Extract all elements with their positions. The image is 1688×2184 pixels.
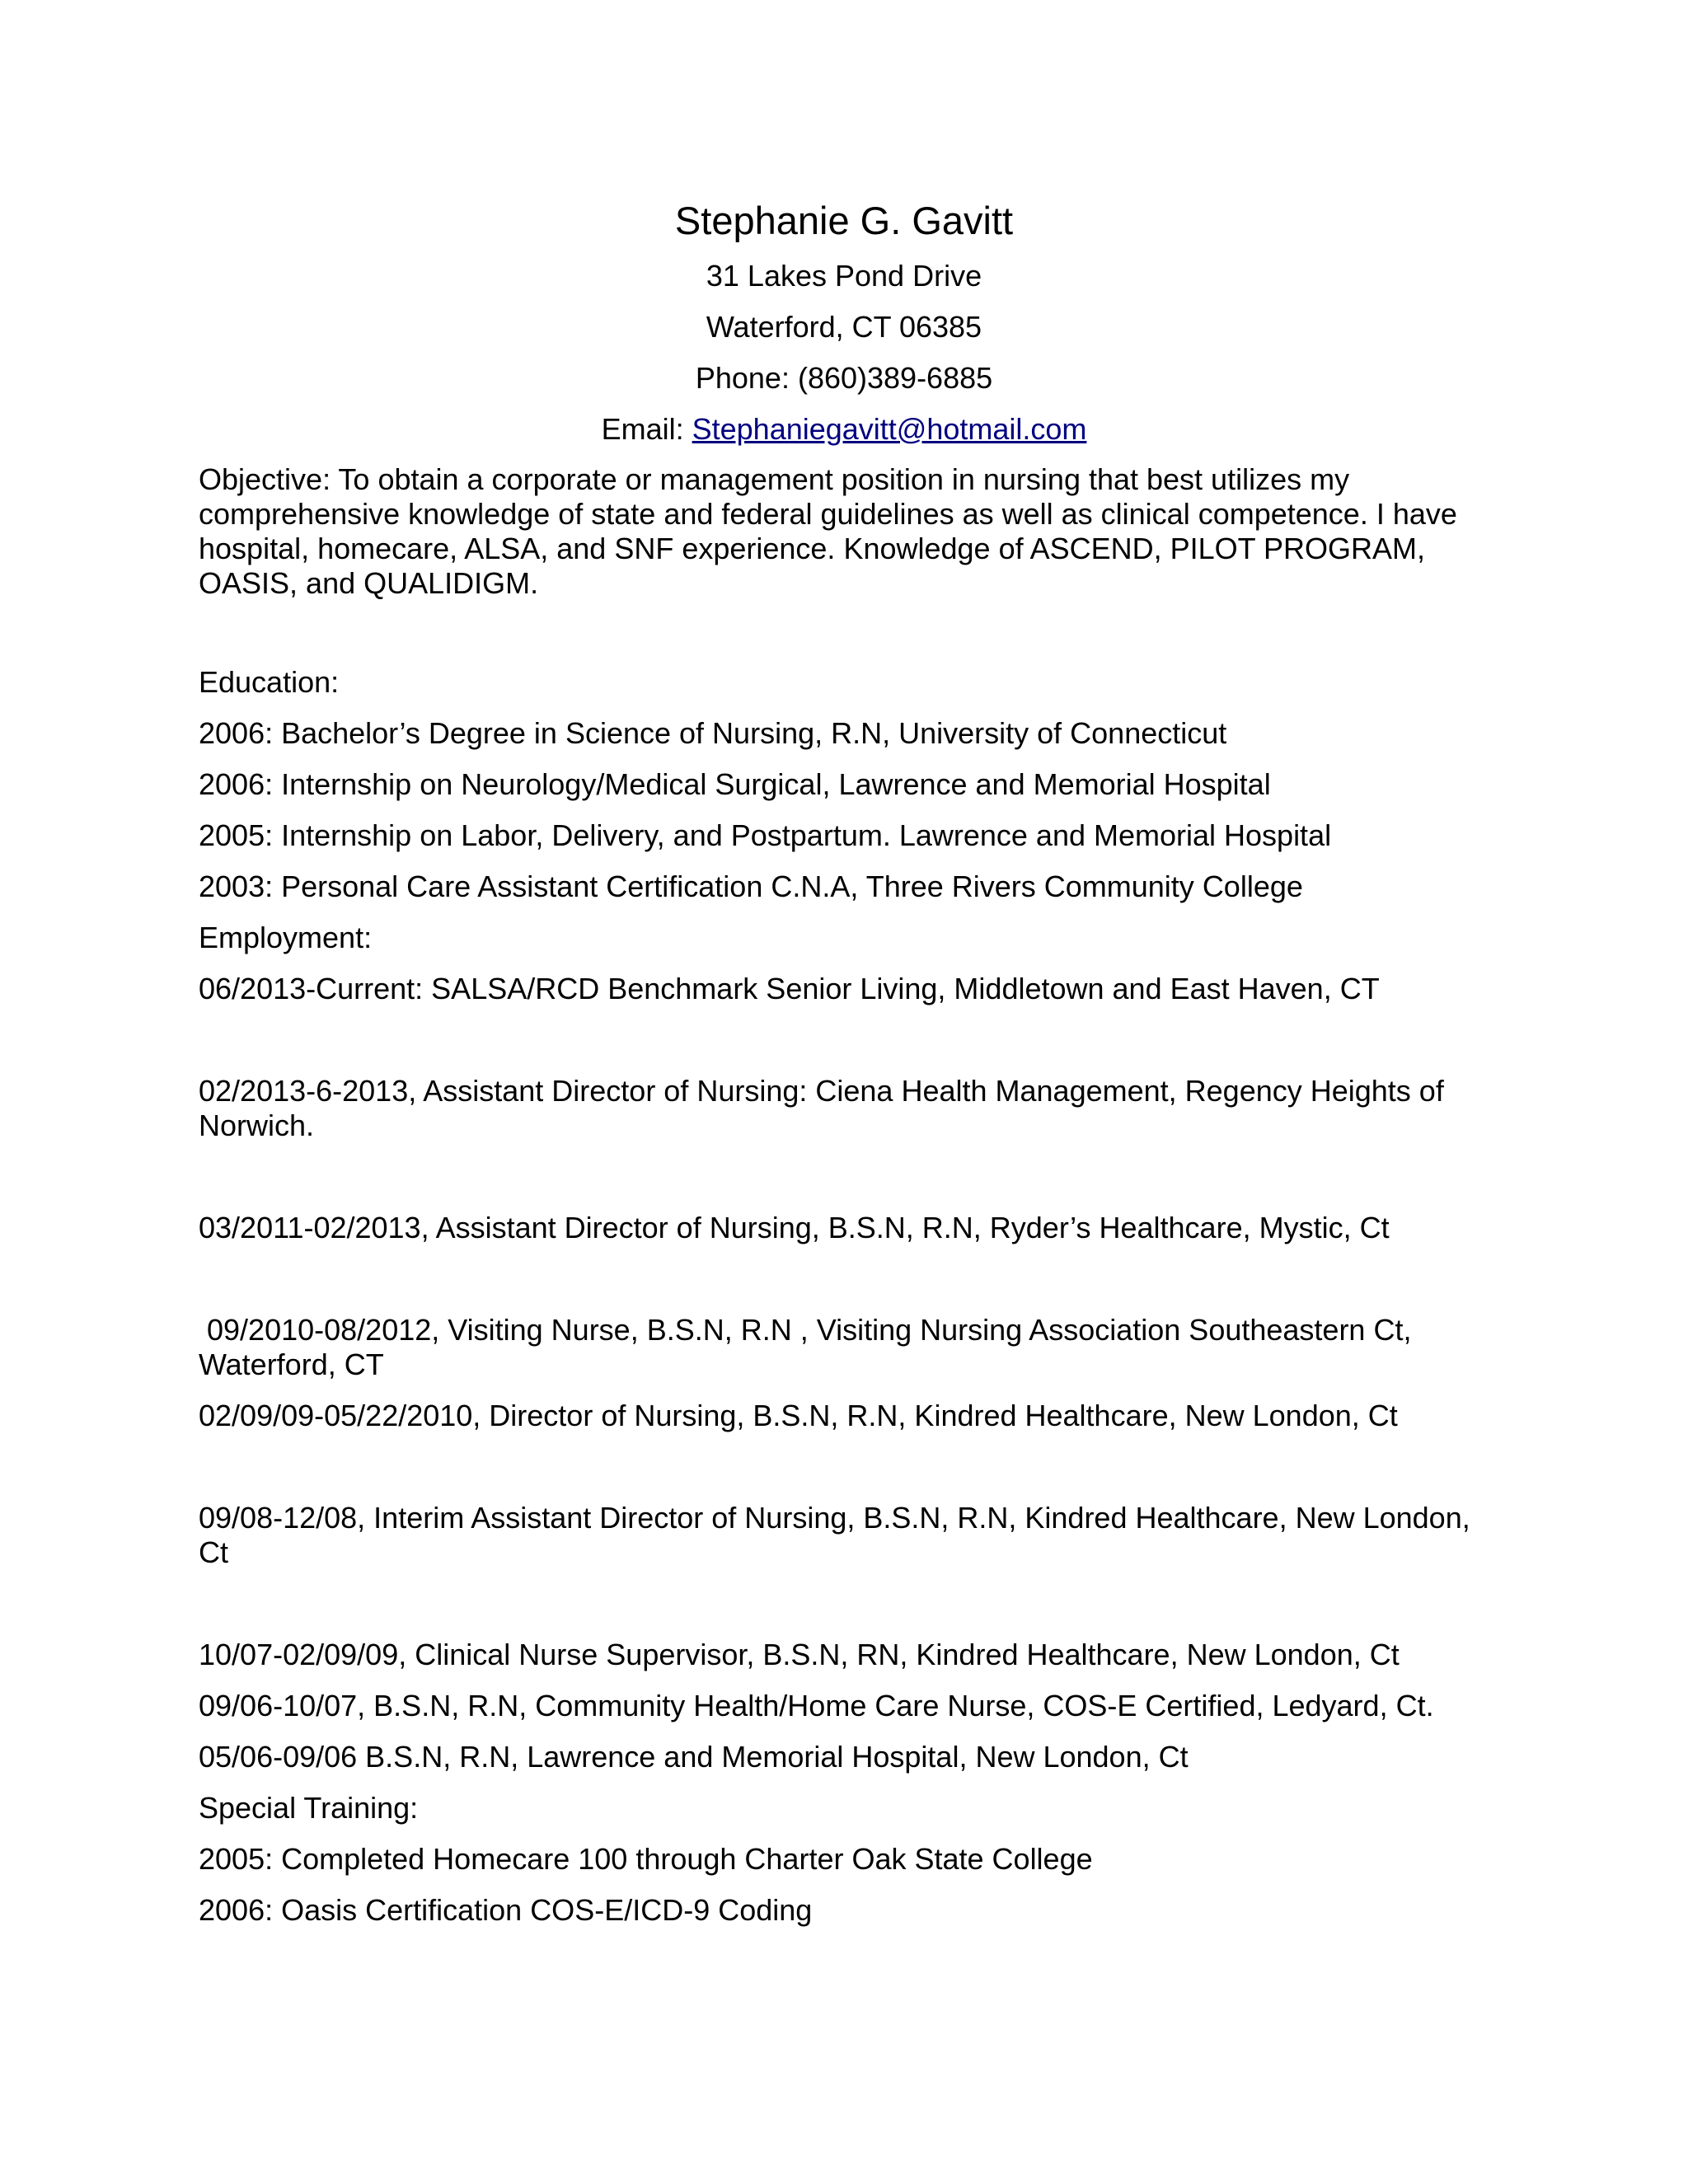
employment-item: 09/08-12/08, Interim Assistant Director of Nursing, B.S.N, R.N, Kindred Healthcare, New London, Ct [199, 1501, 1470, 1569]
email-line [0, 411, 1688, 448]
education-item: 2005: Internship on Labor, Delivery, and Postpartum. Lawrence and Memorial Hospital [199, 818, 1332, 852]
employment-item: 02/09/09-05/22/2010, Director of Nursing, B.S.N, R.N, Kindred Healthcare, New London, Ct [199, 1399, 1398, 1432]
education-heading: Education: [199, 665, 340, 699]
special-training-item: 2006: Oasis Certification COS-E/ICD-9 Coding [199, 1893, 813, 1927]
employment-item: 05/06-09/06 B.S.N, R.N, Lawrence and Memorial Hospital, New London, Ct [199, 1740, 1189, 1774]
employment-heading: Employment: [199, 921, 373, 954]
address-line-2: Waterford, CT 06385 [706, 310, 982, 344]
applicant-name: Stephanie G. Gavitt [674, 199, 1014, 242]
email-label: Email: [601, 412, 692, 446]
objective-paragraph: Objective: To obtain a corporate or management position in nursing that best utilizes my comprehensive knowledge of state and federal guidelines as well as clinical competence. I have hospital, homecare, ALSA, and SNF experience. Knowledge of ASCEND, PILOT PROGRAM, OASIS, and QUALIDIGM. [199, 462, 1457, 600]
employment-item: 10/07-02/09/09, Clinical Nurse Supervisor, B.S.N, RN, Kindred Healthcare, New London, Ct [199, 1638, 1400, 1671]
employment-item: 03/2011-02/2013, Assistant Director of Nursing, B.S.N, R.N, Ryder’s Healthcare, Mystic, Ct [199, 1211, 1390, 1244]
employment-item: 09/2010-08/2012, Visiting Nurse, B.S.N, R.N , Visiting Nursing Association Southeastern Ct, Waterford, CT [199, 1313, 1420, 1381]
education-item: 2006: Internship on Neurology/Medical Surgical, Lawrence and Memorial Hospital [199, 767, 1271, 801]
address-line-1: 31 Lakes Pond Drive [706, 259, 982, 293]
email-link[interactable]: Stephaniegavitt@hotmail.com [692, 412, 1087, 446]
phone-number: Phone: (860)389-6885 [695, 361, 993, 395]
employment-item: 09/06-10/07, B.S.N, R.N, Community Health/Home Care Nurse, COS-E Certified, Ledyard, Ct. [199, 1689, 1434, 1722]
employment-item: 02/2013-6-2013, Assistant Director of Nursing: Ciena Health Management, Regency Heights of Norwich. [199, 1074, 1444, 1142]
special-training-heading: Special Training: [199, 1791, 419, 1825]
special-training-item: 2005: Completed Homecare 100 through Charter Oak State College [199, 1842, 1093, 1876]
education-item: 2003: Personal Care Assistant Certification C.N.A, Three Rivers Community College [199, 869, 1303, 903]
employment-item: 06/2013-Current: SALSA/RCD Benchmark Senior Living, Middletown and East Haven, CT [199, 972, 1380, 1005]
education-item: 2006: Bachelor’s Degree in Science of Nursing, R.N, University of Connecticut [199, 716, 1227, 750]
